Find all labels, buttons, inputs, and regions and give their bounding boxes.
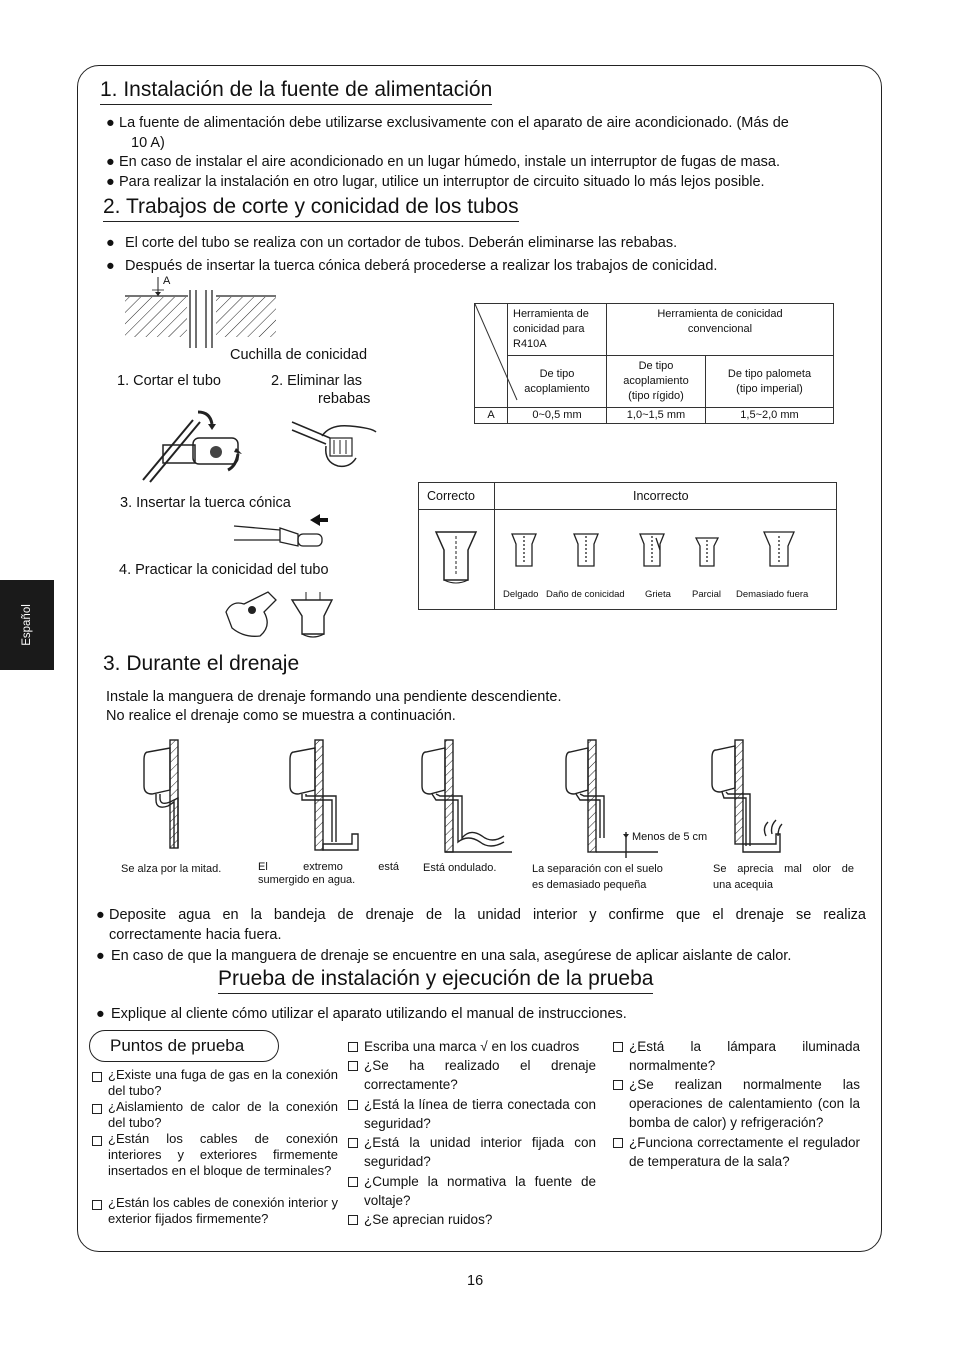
drain-caption-1: Se alza por la mitad. [121,863,222,875]
sec1-bullet-2: ● En caso de instalar el aire acondicionado en un lugar húmedo, instale un interruptor de fugas de masa. [106,154,780,170]
flare-correct-icon [432,528,482,586]
step-4-label: 4. Practicar la conicidad del tubo [119,562,329,578]
sec4-bullet: ● Explique al cliente cómo utilizar el aparato utilizando el manual de instrucciones. [96,1006,627,1022]
page-number: 16 [467,1273,484,1289]
sec3-bullet-1: ● Deposite agua en la bandeja de drenaje de la unidad interior y confirme que el drenaje se realiza [96,907,866,923]
drain-caption-5: Se aprecia mal olor de [713,863,854,875]
flare-label-damage: Daño de conicidad [546,589,625,600]
drain-caption-3: Está ondulado. [423,862,497,874]
section-2-title: 2. Trabajos de corte y conicidad de los tubos [103,195,519,222]
checklist-item: Escriba una marca √ en los cuadros [348,1037,596,1056]
sec2-bullet-2: ● Después de insertar la tuerca cónica deberá procederse a realizar los trabajos de conicidad. [106,258,718,274]
correct-label: Correcto [427,489,475,503]
header-r410a: Herramienta de conicidad para R410A [508,304,607,356]
checklist-item: ¿Cumple la normativa la fuente de voltaje? [348,1172,596,1210]
drain-caption-4-cont: es demasiado pequeña [532,879,647,891]
section-4-title: Prueba de instalación y ejecución de la prueba [218,967,653,994]
drain-figures [118,738,878,863]
checklist-item: ¿Funciona correctamente el regulador de temperatura de la sala? [613,1133,860,1171]
pipe-cutter-illustration [138,400,258,490]
header-conventional: Herramienta de conicidad convencional [607,304,834,356]
sub-header-2: De tipo acoplamiento (tipo rígido) [607,356,706,408]
table-row: A 0~0,5 mm 1,0~1,5 mm 1,5~2,0 mm [475,408,834,424]
gap-label: Menos de 5 cm [632,831,708,843]
sec2-bullet-1: ● El corte del tubo se realiza con un cortador de tubos. Deberán eliminarse las rebabas. [106,235,678,251]
step-2-label: 2. Eliminar las [271,373,363,389]
sec3-bullet-1-cont: correctamente hacia fuera. [109,927,282,943]
section-3-title: 3. Durante el drenaje [103,652,300,675]
checklist-item: ¿Está la unidad interior fijada con seguridad? [348,1133,596,1171]
drain-caption-2-cont: sumergido en agua. [258,874,356,886]
sub-header-1: De tipo acoplamiento [508,356,607,408]
language-tab [0,580,54,670]
flare-incorrect-icons [508,528,828,570]
checklist-item: ¿Están los cables de conexión interior y exterior fijados firmemente? [92,1195,338,1227]
flare-blade-diagram [120,272,290,352]
sec1-bullet-1: ● La fuente de alimentación debe utilizarse exclusivamente con el aparato de aire acondicionado. (Más de [106,115,789,131]
deburring-illustration [290,410,390,475]
flare-label-too-much: Demasiado fuera [736,589,809,600]
flare-label-partial: Parcial [692,589,722,600]
flare-label-thin: Delgado [503,589,539,600]
checklist-item: ¿Están los cables de conexión interiores y exteriores firmemente insertados en el bloque de terminales? [92,1131,338,1179]
test-points-label: Puntos de prueba [89,1030,279,1062]
sec3-intro-1: Instale la manguera de drenaje formando una pendiente descendiente. [106,689,562,705]
flare-tool-table [474,303,834,424]
flare-label-crack: Grieta [645,589,671,600]
flare-nut-illustration [232,510,332,555]
drain-caption-5-cont: una acequia [713,879,773,891]
step-1-label: 1. Cortar el tubo [117,373,221,389]
language-label: Español [21,604,33,646]
checklist-item: ¿Está la lámpara iluminada normalmente? [613,1037,860,1075]
sec1-bullet-1-cont: 10 A) [131,135,165,151]
drain-caption-4: La separación con el suelo [532,863,663,875]
sec1-bullet-3: ● Para realizar la instalación en otro lugar, utilice un interruptor de circuito situado lo más lejos posible. [106,174,765,190]
step-2-label-cont: rebabas [318,391,371,407]
checklist-item: ¿Se ha realizado el drenaje correctamente? [348,1056,596,1094]
checklist-item: ¿Se realizan normalmente las operaciones de calentamiento (con la bomba de calor) y refrigeración? [613,1075,860,1132]
checklist-item: ¿Aislamiento de calor de la conexión del tubo? [92,1099,338,1131]
checklist-item: ¿Se aprecian ruidos? [348,1210,596,1229]
checklist-item: ¿Está la línea de tierra conectada con seguridad? [348,1095,596,1133]
incorrect-label: Incorrecto [633,489,689,503]
flaring-illustration [222,582,352,642]
checklist-item: ¿Existe una fuga de gas en la conexión del tubo? [92,1067,338,1099]
blade-label: Cuchilla de conicidad [230,347,368,363]
drain-caption-2: El extremo está [258,861,399,873]
label-a: A [163,275,171,287]
section-1-title: 1. Instalación de la fuente de alimentación [100,78,492,105]
sec3-intro-2: No realice el drenaje como se muestra a continuación. [106,708,456,724]
sec3-bullet-2: ● En caso de que la manguera de drenaje se encuentre en una sala, asegúrese de aplicar aislante de calor. [96,948,792,964]
sub-header-3: De tipo palometa (tipo imperial) [706,356,834,408]
step-3-label: 3. Insertar la tuerca cónica [120,495,291,511]
table-corner [475,304,508,408]
